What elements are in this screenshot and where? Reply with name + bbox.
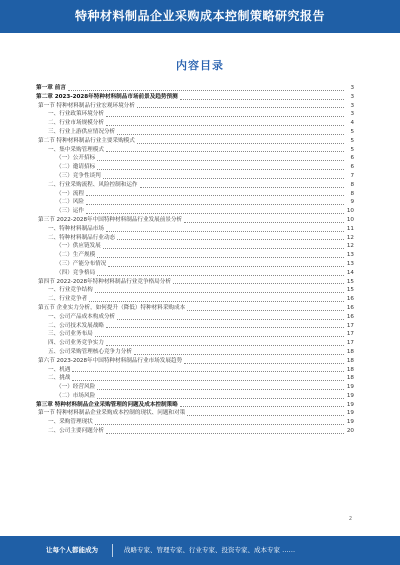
toc-entry[interactable] bbox=[36, 366, 354, 375]
toc-entry[interactable] bbox=[36, 146, 354, 155]
toc-entry-label: 二、行业采购流程、风险控制和运作 bbox=[48, 181, 138, 188]
toc-entry-page: 6 bbox=[350, 155, 354, 162]
toc-entry[interactable] bbox=[36, 172, 354, 181]
toc-entry-label: （一）供应链发展 bbox=[56, 243, 101, 250]
toc-dot-leader bbox=[140, 187, 344, 188]
toc-entry-page: 19 bbox=[346, 392, 354, 399]
toc-entry-label: （三）运作 bbox=[56, 208, 84, 215]
toc-entry[interactable] bbox=[36, 260, 354, 269]
toc-dot-leader bbox=[95, 424, 344, 425]
toc-entry[interactable] bbox=[36, 427, 354, 436]
toc-entry-label: （二）邀请招标 bbox=[56, 164, 96, 171]
toc-entry[interactable] bbox=[36, 313, 354, 322]
toc-entry-label: 二、公司技术发展战略 bbox=[48, 322, 104, 329]
toc-dot-leader bbox=[106, 345, 344, 346]
toc-entry[interactable] bbox=[36, 207, 354, 216]
toc-entry-page: 12 bbox=[346, 234, 354, 241]
toc-entry[interactable] bbox=[36, 216, 354, 225]
toc-entry-page: 16 bbox=[346, 304, 354, 311]
toc-dot-leader bbox=[117, 319, 344, 320]
toc-dot-leader bbox=[68, 90, 344, 91]
toc-entry-label: 第二节 特种材料制品行业主要采购模式 bbox=[38, 137, 135, 144]
toc-entry-page: 3 bbox=[350, 93, 354, 100]
toc-entry-page: 19 bbox=[346, 401, 354, 408]
toc-entry-page: 11 bbox=[346, 225, 354, 232]
toc-entry[interactable] bbox=[36, 102, 354, 111]
toc-dot-leader bbox=[117, 134, 344, 135]
toc-entry-page: 3 bbox=[350, 111, 354, 118]
toc-entry[interactable] bbox=[36, 119, 354, 128]
toc-dot-leader bbox=[103, 248, 344, 249]
toc-entry[interactable] bbox=[36, 278, 354, 287]
toc-entry[interactable] bbox=[36, 383, 354, 392]
page-footer bbox=[0, 536, 400, 565]
toc-entry-label: 一、特种材料制品市场 bbox=[48, 225, 104, 232]
footer-slogan: 战略专家、管理专家、行业专家、投资专家、成本专家 …… bbox=[124, 546, 296, 554]
toc-entry-label: （四）竞争格局 bbox=[56, 269, 96, 276]
toc-dot-leader bbox=[187, 415, 344, 416]
toc-entry-page: 13 bbox=[346, 260, 354, 267]
toc-entry-label: 一、行业政策环境分析 bbox=[48, 111, 104, 118]
toc-dot-leader bbox=[106, 327, 344, 328]
toc-entry-label: 二、特种材料制品行业动态 bbox=[48, 234, 116, 241]
toc-entry-label: 第一节 特种材料制品行业宏观环境分析 bbox=[38, 102, 135, 109]
toc-entry[interactable] bbox=[36, 93, 354, 102]
footer-divider bbox=[112, 544, 113, 557]
toc-entry-label: （一）经营风险 bbox=[56, 384, 96, 391]
toc-entry-page: 17 bbox=[346, 322, 354, 329]
toc-entry[interactable] bbox=[36, 295, 354, 304]
toc-entry[interactable] bbox=[36, 322, 354, 331]
toc-entry[interactable] bbox=[36, 286, 354, 295]
toc-entry-page: 18 bbox=[346, 366, 354, 373]
toc-entry-label: 二、行业市场规模分析 bbox=[48, 120, 104, 127]
report-header bbox=[0, 0, 400, 33]
table-of-contents bbox=[36, 84, 354, 436]
toc-entry[interactable] bbox=[36, 374, 354, 383]
toc-entry[interactable] bbox=[36, 330, 354, 339]
toc-entry-page: 10 bbox=[346, 208, 354, 215]
toc-entry-label: 第四节 2022-2028年特种材料制品行业竞争格局分析 bbox=[38, 278, 171, 285]
toc-entry[interactable] bbox=[36, 269, 354, 278]
toc-entry-label: （一）公开招标 bbox=[56, 155, 96, 162]
toc-dot-leader bbox=[89, 301, 344, 302]
toc-entry[interactable] bbox=[36, 84, 354, 93]
page-number: 2 bbox=[348, 516, 352, 522]
toc-entry-label: （一）流程 bbox=[56, 190, 84, 197]
toc-entry-page: 15 bbox=[346, 278, 354, 285]
toc-dot-leader bbox=[184, 363, 344, 364]
toc-entry[interactable] bbox=[36, 154, 354, 163]
toc-entry-label: （二）生产规模 bbox=[56, 252, 96, 259]
toc-dot-leader bbox=[134, 354, 344, 355]
toc-entry-page: 9 bbox=[350, 199, 354, 206]
toc-entry-page: 19 bbox=[346, 410, 354, 417]
toc-dot-leader bbox=[97, 160, 344, 161]
report-title: 特种材料制品企业采购成本控制策略研究报告 bbox=[74, 9, 325, 23]
toc-entry[interactable] bbox=[36, 409, 354, 418]
toc-dot-leader bbox=[106, 433, 344, 434]
toc-dot-leader bbox=[187, 310, 344, 311]
toc-entry-label: 五、公司采购管理核心竞争力分析 bbox=[48, 348, 132, 355]
toc-entry-label: （三）产能分布情况 bbox=[56, 260, 107, 267]
toc-entry-label: 三、行业上游供应情况分析 bbox=[48, 128, 116, 135]
toc-entry-label: 四、公司业务竞争实力 bbox=[48, 340, 104, 347]
toc-entry[interactable] bbox=[36, 137, 354, 146]
toc-dot-leader bbox=[106, 231, 344, 232]
toc-dot-leader bbox=[184, 222, 344, 223]
toc-entry-page: 6 bbox=[350, 164, 354, 171]
toc-dot-leader bbox=[72, 371, 344, 372]
toc-entry-page: 5 bbox=[350, 137, 354, 144]
toc-dot-leader bbox=[86, 213, 344, 214]
toc-dot-leader bbox=[180, 99, 344, 100]
toc-entry-label: 二、公司主要问题分析 bbox=[48, 428, 104, 435]
toc-dot-leader bbox=[117, 239, 344, 240]
toc-entry-label: 第五节 企业实力分析，如何提升（降低）特种材料采购成本 bbox=[38, 304, 186, 311]
toc-entry[interactable] bbox=[36, 234, 354, 243]
toc-entry-page: 18 bbox=[346, 375, 354, 382]
toc-dot-leader bbox=[137, 143, 344, 144]
toc-entry-label: （二）市场风险 bbox=[56, 392, 96, 399]
toc-entry-label: 第三节 2022-2028年中国特种材料制品行业发展前景分析 bbox=[38, 216, 183, 223]
toc-entry-label: 二、行业竞争者 bbox=[48, 296, 88, 303]
toc-dot-leader bbox=[173, 283, 344, 284]
toc-entry-label: 一、集中采购管理模式 bbox=[48, 146, 104, 153]
toc-dot-leader bbox=[106, 116, 344, 117]
toc-entry-label: 一、采购管理现状 bbox=[48, 419, 93, 426]
toc-dot-leader bbox=[106, 151, 344, 152]
toc-heading: 内容目录 bbox=[176, 59, 224, 72]
toc-entry[interactable] bbox=[36, 357, 354, 366]
toc-dot-leader bbox=[103, 178, 344, 179]
toc-entry-page: 17 bbox=[346, 331, 354, 338]
toc-entry-page: 19 bbox=[346, 419, 354, 426]
toc-entry-page: 4 bbox=[350, 120, 354, 127]
toc-entry-label: 一、公司产品成本构成分析 bbox=[48, 313, 116, 320]
toc-dot-leader bbox=[86, 195, 344, 196]
toc-entry[interactable] bbox=[36, 198, 354, 207]
toc-dot-leader bbox=[108, 266, 344, 267]
toc-entry-page: 12 bbox=[346, 243, 354, 250]
toc-entry-page: 13 bbox=[346, 252, 354, 259]
toc-entry[interactable] bbox=[36, 128, 354, 137]
toc-dot-leader bbox=[72, 380, 344, 381]
toc-entry-label: 第六节 2023-2028年中国特种材料制品行业市场发展趋势 bbox=[38, 357, 183, 364]
toc-entry-label: （二）风险 bbox=[56, 199, 84, 206]
toc-entry[interactable] bbox=[36, 304, 354, 313]
toc-entry[interactable] bbox=[36, 110, 354, 119]
toc-dot-leader bbox=[97, 257, 344, 258]
toc-entry[interactable] bbox=[36, 190, 354, 199]
toc-entry-page: 10 bbox=[346, 216, 354, 223]
toc-entry-label: 二、挑战 bbox=[48, 375, 71, 382]
toc-dot-leader bbox=[95, 336, 344, 337]
toc-entry-page: 18 bbox=[346, 357, 354, 364]
toc-entry-label: 第一章 前言 bbox=[36, 85, 66, 91]
footer-brand: 让每个人都能成为 bbox=[46, 546, 98, 554]
toc-dot-leader bbox=[97, 169, 344, 170]
toc-entry-label: （三）竞争性谈判 bbox=[56, 172, 101, 179]
toc-entry-label: 一、机遇 bbox=[48, 366, 71, 373]
toc-entry-label: 第三章 特种材料制品企业采购管理的问题及成本控制策略 bbox=[36, 401, 178, 408]
toc-entry[interactable] bbox=[36, 242, 354, 251]
toc-entry-page: 3 bbox=[350, 102, 354, 109]
toc-entry-label: 第二章 2023-2028年特种材料制品市场前景及趋势预测 bbox=[36, 93, 178, 100]
toc-dot-leader bbox=[97, 275, 344, 276]
toc-entry-page: 8 bbox=[350, 190, 354, 197]
toc-entry-page: 16 bbox=[346, 296, 354, 303]
toc-entry-label: 三、公司业务布局 bbox=[48, 331, 93, 338]
toc-entry[interactable] bbox=[36, 418, 354, 427]
toc-entry[interactable] bbox=[36, 401, 354, 410]
toc-dot-leader bbox=[180, 406, 344, 407]
toc-entry[interactable] bbox=[36, 251, 354, 260]
toc-entry-label: 第一节 特种材料制品企业采购成本控制的现状、问题和对策 bbox=[38, 410, 186, 417]
toc-entry-page: 5 bbox=[350, 128, 354, 135]
toc-entry[interactable] bbox=[36, 339, 354, 348]
toc-entry-page: 19 bbox=[346, 384, 354, 391]
toc-entry-page: 14 bbox=[346, 269, 354, 276]
toc-entry-page: 18 bbox=[346, 348, 354, 355]
toc-entry-page: 20 bbox=[346, 428, 354, 435]
toc-entry[interactable] bbox=[36, 225, 354, 234]
toc-entry[interactable] bbox=[36, 348, 354, 357]
toc-entry-page: 5 bbox=[350, 146, 354, 153]
toc-entry-label: 一、行业竞争结构 bbox=[48, 287, 93, 294]
toc-dot-leader bbox=[97, 398, 344, 399]
toc-entry-page: 15 bbox=[346, 287, 354, 294]
toc-dot-leader bbox=[106, 125, 344, 126]
toc-entry-page: 8 bbox=[350, 181, 354, 188]
toc-entry[interactable] bbox=[36, 392, 354, 401]
toc-entry[interactable] bbox=[36, 181, 354, 190]
toc-dot-leader bbox=[97, 389, 344, 390]
toc-entry-page: 7 bbox=[350, 172, 354, 179]
toc-entry-page: 16 bbox=[346, 313, 354, 320]
toc-dot-leader bbox=[95, 292, 344, 293]
toc-entry[interactable] bbox=[36, 163, 354, 172]
toc-entry-page: 3 bbox=[350, 85, 354, 91]
toc-dot-leader bbox=[137, 107, 344, 108]
toc-entry-page: 17 bbox=[346, 340, 354, 347]
toc-dot-leader bbox=[86, 204, 344, 205]
